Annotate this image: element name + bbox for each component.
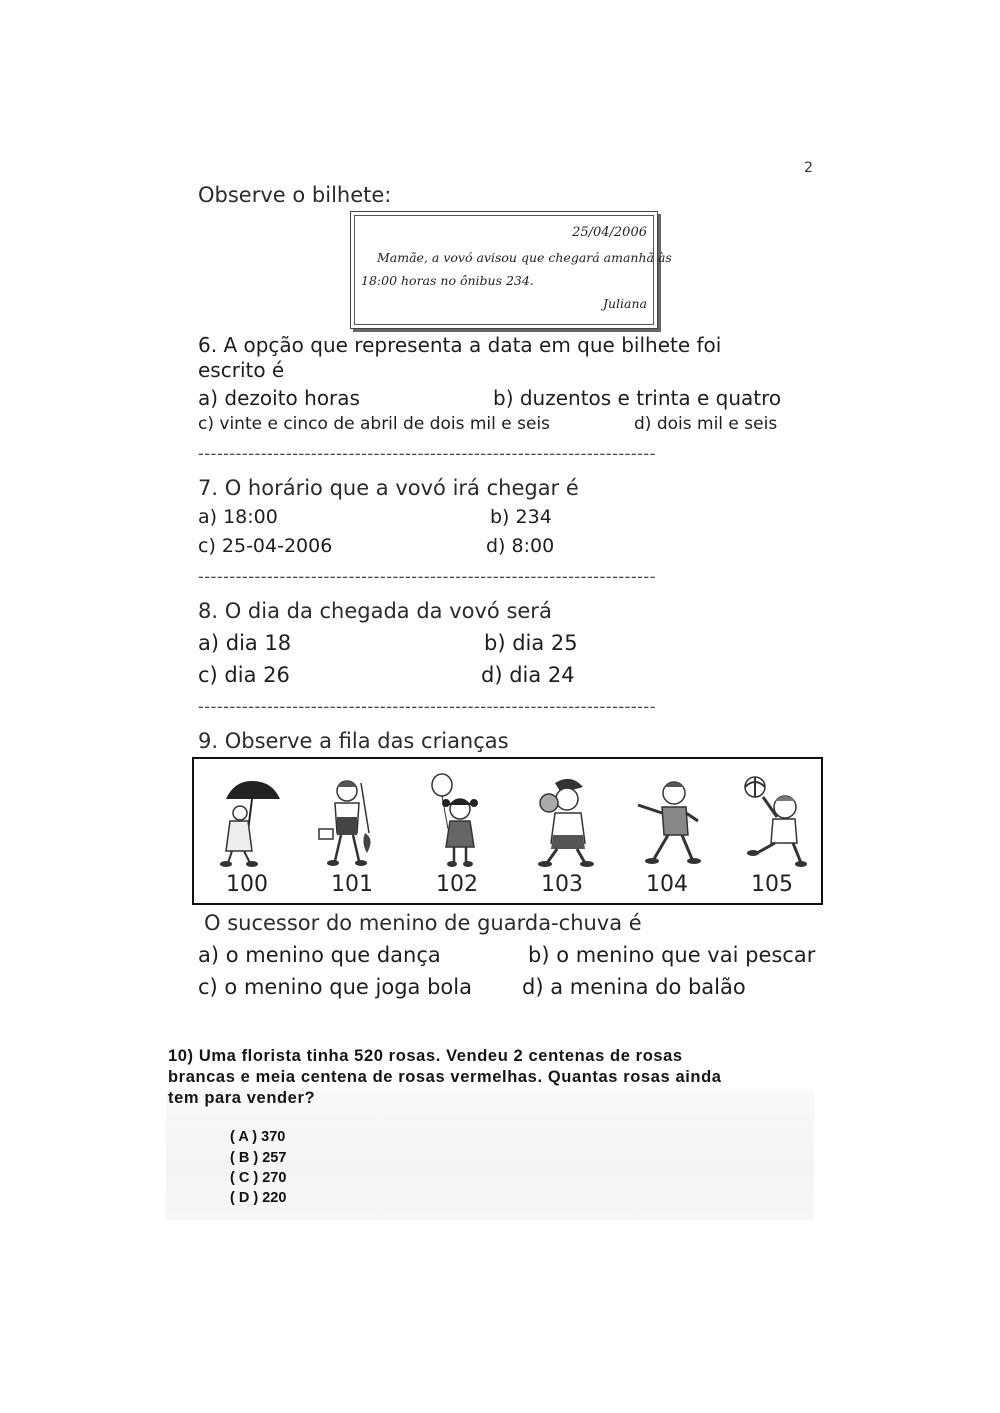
- q6-line-2: escrito é: [198, 358, 285, 382]
- q7-option-a: a) 18:00: [198, 506, 278, 528]
- q9-text: 9. Observe a fila das crianças: [198, 729, 509, 753]
- boy-dancing-icon: [632, 773, 702, 869]
- q7-option-b: b) 234: [490, 506, 552, 528]
- page-number: 2: [804, 160, 813, 176]
- separator-1: -------------------------------------------------------------------------: [198, 444, 656, 463]
- q10-option-b: ( B ) 257: [230, 1150, 287, 1166]
- q6-option-a: a) dezoito horas: [198, 386, 360, 410]
- child-number: 103: [541, 872, 583, 897]
- q10-line-1: 10) Uma florista tinha 520 rosas. Vendeu 2 centenas de rosas: [168, 1047, 683, 1065]
- q7-option-d: d) 8:00: [486, 535, 555, 557]
- q8-text: 8. O dia da chegada da vovó será: [198, 599, 552, 623]
- q7-option-c: c) 25-04-2006: [198, 535, 333, 557]
- boy-bubblegum-icon: [527, 773, 597, 869]
- note-inner-border: [354, 215, 672, 325]
- q10-line-2: brancas e meia centena de rosas vermelhas. Quantas rosas ainda: [168, 1068, 722, 1086]
- q8-option-a: a) dia 18: [198, 631, 292, 655]
- q10-option-d: ( D ) 220: [230, 1190, 287, 1206]
- q8-option-b: b) dia 25: [484, 631, 578, 655]
- q9-option-c: c) o menino que joga bola: [198, 975, 472, 999]
- girl-balloon-icon: [422, 773, 492, 869]
- q10-option-a: ( A ) 370: [230, 1129, 286, 1145]
- q6-option-b: b) duzentos e trinta e quatro: [493, 386, 782, 410]
- q6-option-d: d) dois mil e seis: [634, 414, 778, 434]
- intro-text: Observe o bilhete:: [198, 183, 392, 207]
- q7-text: 7. O horário que a vovó irá chegar é: [198, 476, 579, 500]
- boy-fishing-icon: [317, 773, 387, 869]
- child-number: 100: [226, 872, 268, 897]
- note-card: [350, 211, 672, 329]
- note-line-2: 18:00 horas no ônibus 234.: [361, 273, 534, 288]
- q8-option-d: d) dia 24: [481, 663, 575, 687]
- note-date: 25/04/2006: [572, 225, 647, 240]
- q10-line-3: tem para vender?: [168, 1089, 316, 1107]
- q8-option-c: c) dia 26: [198, 663, 290, 687]
- child-umbrella-icon: [212, 773, 282, 869]
- separator-3: -------------------------------------------------------------------------: [198, 697, 656, 716]
- q9-option-b: b) o menino que vai pescar: [528, 943, 816, 967]
- child-number: 102: [436, 872, 478, 897]
- boy-ball-icon: [737, 773, 807, 869]
- q9-question: O sucessor do menino de guarda-chuva é: [204, 911, 642, 935]
- q9-option-a: a) o menino que dança: [198, 943, 441, 967]
- children-queue-box: [192, 757, 823, 905]
- q6-option-c: c) vinte e cinco de abril de dois mil e seis: [198, 414, 551, 434]
- note-line-1: Mamãe, a vovó avisou que chegará amanhã às: [377, 250, 672, 265]
- q9-option-d: d) a menina do balão: [522, 975, 746, 999]
- child-number: 104: [646, 872, 688, 897]
- q10-option-c: ( C ) 270: [230, 1170, 287, 1186]
- child-number: 101: [331, 872, 373, 897]
- child-number: 105: [751, 872, 793, 897]
- separator-2: -------------------------------------------------------------------------: [198, 567, 656, 586]
- note-signature: Juliana: [602, 296, 647, 311]
- q6-line-1: 6. A opção que representa a data em que bilhete foi: [198, 333, 722, 357]
